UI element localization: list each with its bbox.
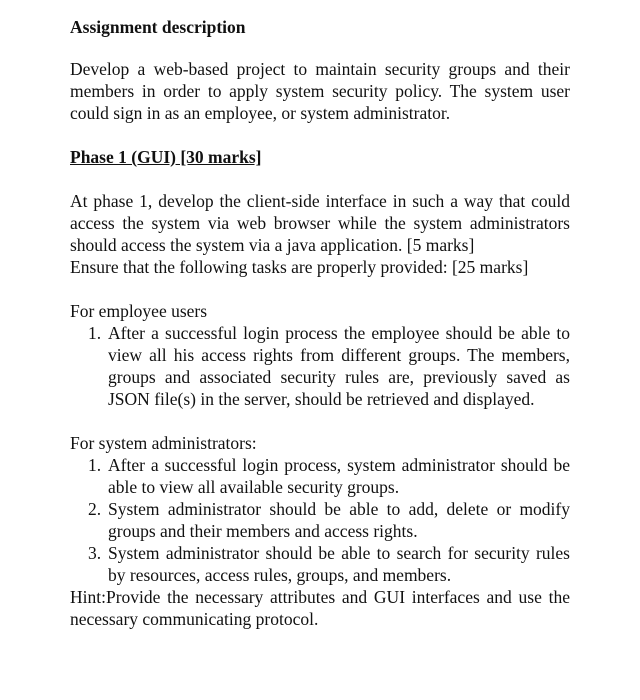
phase-heading: Phase 1 (GUI) [30 marks] [70, 147, 262, 167]
list-item [70, 542, 570, 586]
list-item-text: After a successful login process the employee should be able to view all his access rights from different groups. The members, groups and associated security rules are, previously saved as JSON file(s) in the server, should be retrieved and displayed. [108, 323, 570, 409]
list-item-number: 2. [88, 499, 102, 519]
list-item [70, 322, 570, 410]
employee-heading: For employee users [70, 301, 208, 321]
admin-heading: For system administrators: [70, 433, 257, 453]
document-title: Assignment description [70, 17, 246, 37]
phase-paragraph: At phase 1, develop the client-side interface in such a way that could access the system via web browser while the system administrators should access the system via a java application. [5 marks] [70, 191, 570, 255]
list-item [70, 498, 570, 542]
ensure-line: Ensure that the following tasks are properly provided: [25 marks] [70, 257, 529, 277]
hint-paragraph: Hint:Provide the necessary attributes and GUI interfaces and use the necessary communicating protocol. [70, 587, 570, 629]
list-item-text: System administrator should be able to search for security rules by resources, access rules, groups, and members. [108, 543, 570, 585]
list-item-text: After a successful login process, system administrator should be able to view all available security groups. [108, 455, 570, 497]
assignment-document [70, 14, 570, 630]
list-item [70, 454, 570, 498]
intro-paragraph: Develop a web-based project to maintain security groups and their members in order to apply system security policy. The system user could sign in as an employee, or system administrator. [70, 59, 570, 123]
admin-task-list [70, 454, 570, 586]
list-item-text: System administrator should be able to add, delete or modify groups and their members and access rights. [108, 499, 570, 541]
list-item-number: 1. [88, 455, 102, 475]
list-item-number: 1. [88, 323, 102, 343]
employee-task-list [70, 322, 570, 410]
list-item-number: 3. [88, 543, 102, 563]
